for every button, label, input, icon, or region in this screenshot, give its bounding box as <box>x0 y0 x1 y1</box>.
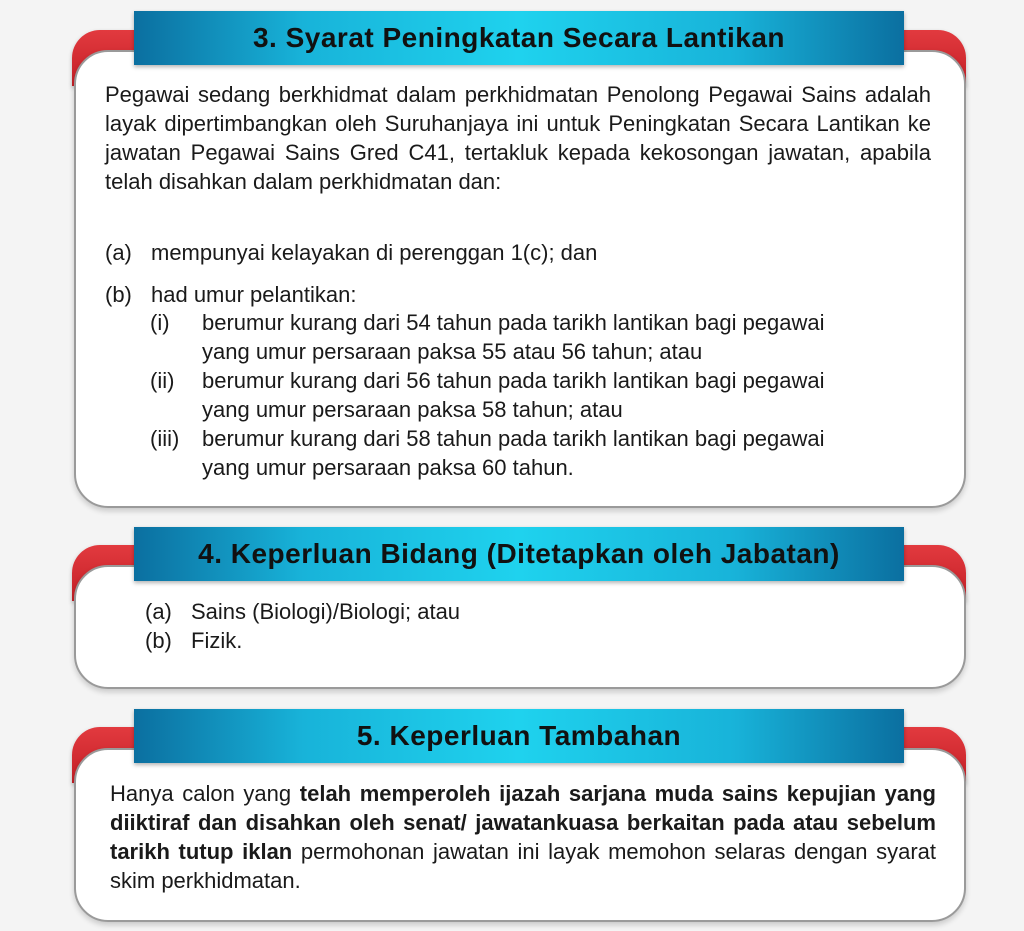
section4-item-a <box>145 597 460 626</box>
section5-text <box>110 779 936 895</box>
section3-intro: Pegawai sedang berkhidmat dalam perkhidmatan Penolong Pegawai Sains adalah layak dipertimbangkan oleh Suruhanjaya ini untuk Peningkatan Secara Lantikan ke jawatan Pegawai Sains Gred C41, tertakluk kepada kekosongan jawatan, apabila telah disahkan dalam perkhidmatan dan: <box>105 82 931 194</box>
section5-text-before: Hanya calon yang <box>110 781 300 806</box>
sub-item-i-line2: yang umur persaraan paksa 55 atau 56 tahun; atau <box>202 339 703 364</box>
sub-item-iii-label: (iii) <box>150 426 180 451</box>
sub-item-ii-line1: berumur kurang dari 56 tahun pada tarikh lantikan bagi pegawai <box>202 368 825 393</box>
section3-banner <box>134 11 904 65</box>
item-text: Sains (Biologi)/Biologi; atau <box>191 599 461 624</box>
item-label: (a) <box>105 240 132 265</box>
sub-item-i-label: (i) <box>150 310 170 335</box>
section4-item-b <box>145 626 242 655</box>
item-label: (a) <box>145 599 172 624</box>
section3-title: 3. Syarat Peningkatan Secara Lantikan <box>252 22 786 53</box>
sub-item-ii-label: (ii) <box>150 368 175 393</box>
section4-title: 4. Keperluan Bidang (Ditetapkan oleh Jabatan) <box>198 538 840 569</box>
section4-banner <box>134 527 904 581</box>
sub-item-iii-line1: berumur kurang dari 58 tahun pada tarikh lantikan bagi pegawai <box>202 426 825 451</box>
item-text: mempunyai kelayakan di perenggan 1(c); dan <box>151 240 598 265</box>
section3-item-b <box>105 280 356 309</box>
item-text: had umur pelantikan: <box>151 282 357 307</box>
item-text: Fizik. <box>191 628 243 653</box>
section5-title: 5. Keperluan Tambahan <box>356 720 682 751</box>
sub-item-i-line1: berumur kurang dari 54 tahun pada tarikh lantikan bagi pegawai <box>202 310 825 335</box>
section3-item-a <box>105 238 597 267</box>
section5-banner <box>134 709 904 763</box>
item-label: (b) <box>105 282 132 307</box>
section5-text-bold: telah memperoleh ijazah sarjana muda sains kepujian yang diiktiraf dan disahkan oleh senat/ jawatankuasa berkaitan pada atau sebelum tarikh tutup iklan <box>110 781 936 864</box>
section5-text-after: permohonan jawatan ini layak memohon selaras dengan syarat skim perkhidmatan. <box>110 839 936 893</box>
sub-item-ii-line2: yang umur persaraan paksa 58 tahun; atau <box>202 397 623 422</box>
sub-item-iii-line2: yang umur persaraan paksa 60 tahun. <box>202 455 574 480</box>
item-label: (b) <box>145 628 172 653</box>
